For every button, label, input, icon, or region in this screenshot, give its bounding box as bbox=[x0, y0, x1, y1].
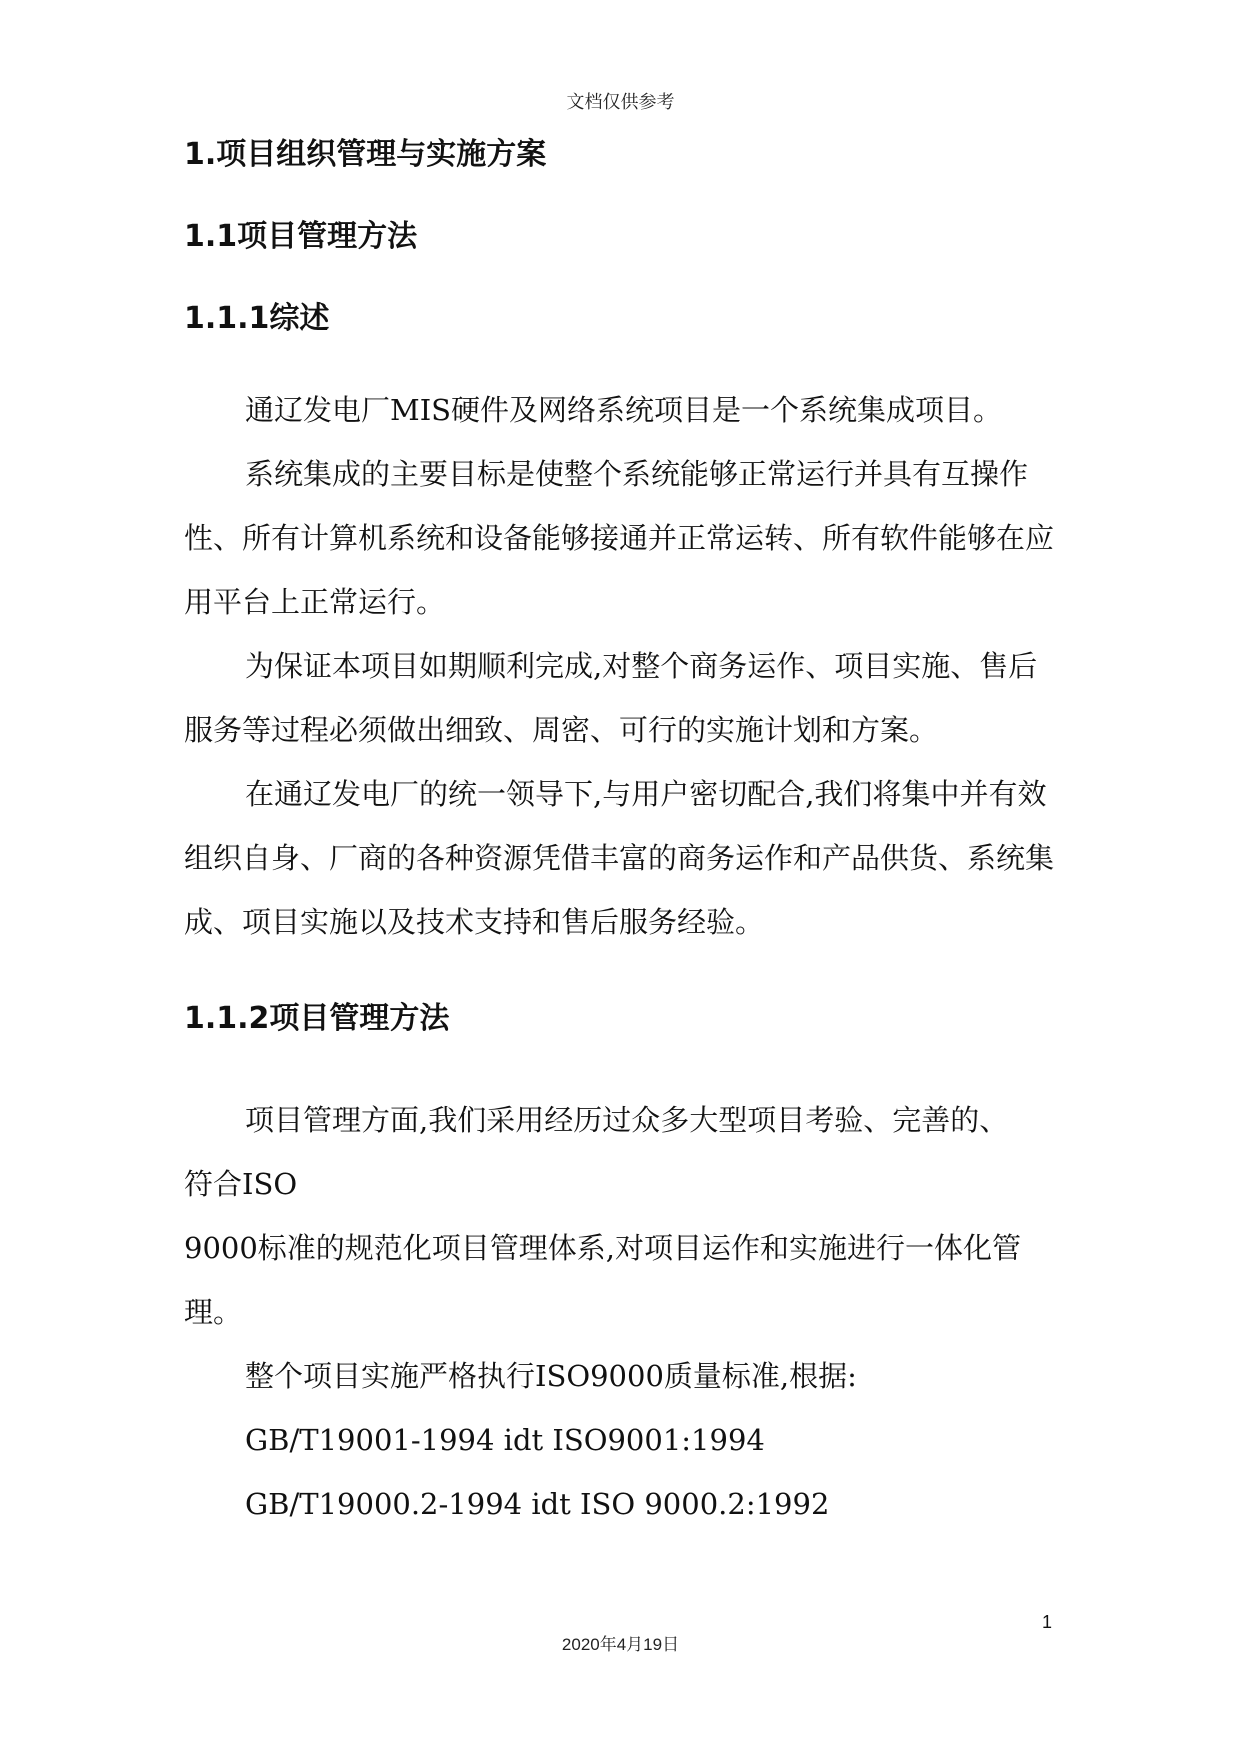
page-footer-date: 2020年4月19日 bbox=[561, 1635, 680, 1654]
paragraph-method-line4: 理。 bbox=[184, 1295, 243, 1329]
page-number: 1 bbox=[1042, 1612, 1053, 1632]
page-header: 文档仅供参考 bbox=[566, 92, 675, 113]
paragraph-plan: 为保证本项目如期顺利完成,对整个商务运作、项目实施、售后服务等过程必须做出细致、周密、可行的实施计划和方案。 bbox=[184, 649, 1038, 747]
paragraph-goal: 系统集成的主要目标是使整个系统能够正常运行并具有互操作性、所有计算机系统和设备能够接通并正常运转、所有软件能够在应用平台上正常运行。 bbox=[184, 457, 1055, 619]
paragraph-method-line2: 符合ISO bbox=[184, 1167, 298, 1201]
paragraph-method-line1: 项目管理方面,我们采用经历过众多大型项目考验、完善的、 bbox=[245, 1103, 1009, 1137]
heading-1: 1.项目组织管理与实施方案 bbox=[184, 137, 547, 172]
paragraph-cooperation: 在通辽发电厂的统一领导下,与用户密切配合,我们将集中并有效组织自身、厂商的各种资源凭借丰富的商务运作和产品供货、系统集成、项目实施以及技术支持和售后服务经验。 bbox=[184, 777, 1055, 939]
standard-item-2: GB/T19000.2-1994 idt ISO 9000.2:1992 bbox=[245, 1487, 830, 1521]
paragraph-intro: 通辽发电厂MIS硬件及网络系统项目是一个系统集成项目。 bbox=[245, 393, 1003, 427]
document-body bbox=[184, 132, 1064, 1536]
paragraph-standard-intro: 整个项目实施严格执行ISO9000质量标准,根据: bbox=[245, 1359, 857, 1393]
heading-1-1: 1.1项目管理方法 bbox=[184, 219, 418, 254]
heading-1-1-1: 1.1.1综述 bbox=[184, 301, 330, 336]
paragraph-method-line3: 9000标准的规范化项目管理体系,对项目运作和实施进行一体化管 bbox=[184, 1231, 1022, 1265]
standard-item-1: GB/T19001-1994 idt ISO9001:1994 bbox=[245, 1423, 765, 1457]
heading-1-1-2: 1.1.2项目管理方法 bbox=[184, 1001, 450, 1036]
